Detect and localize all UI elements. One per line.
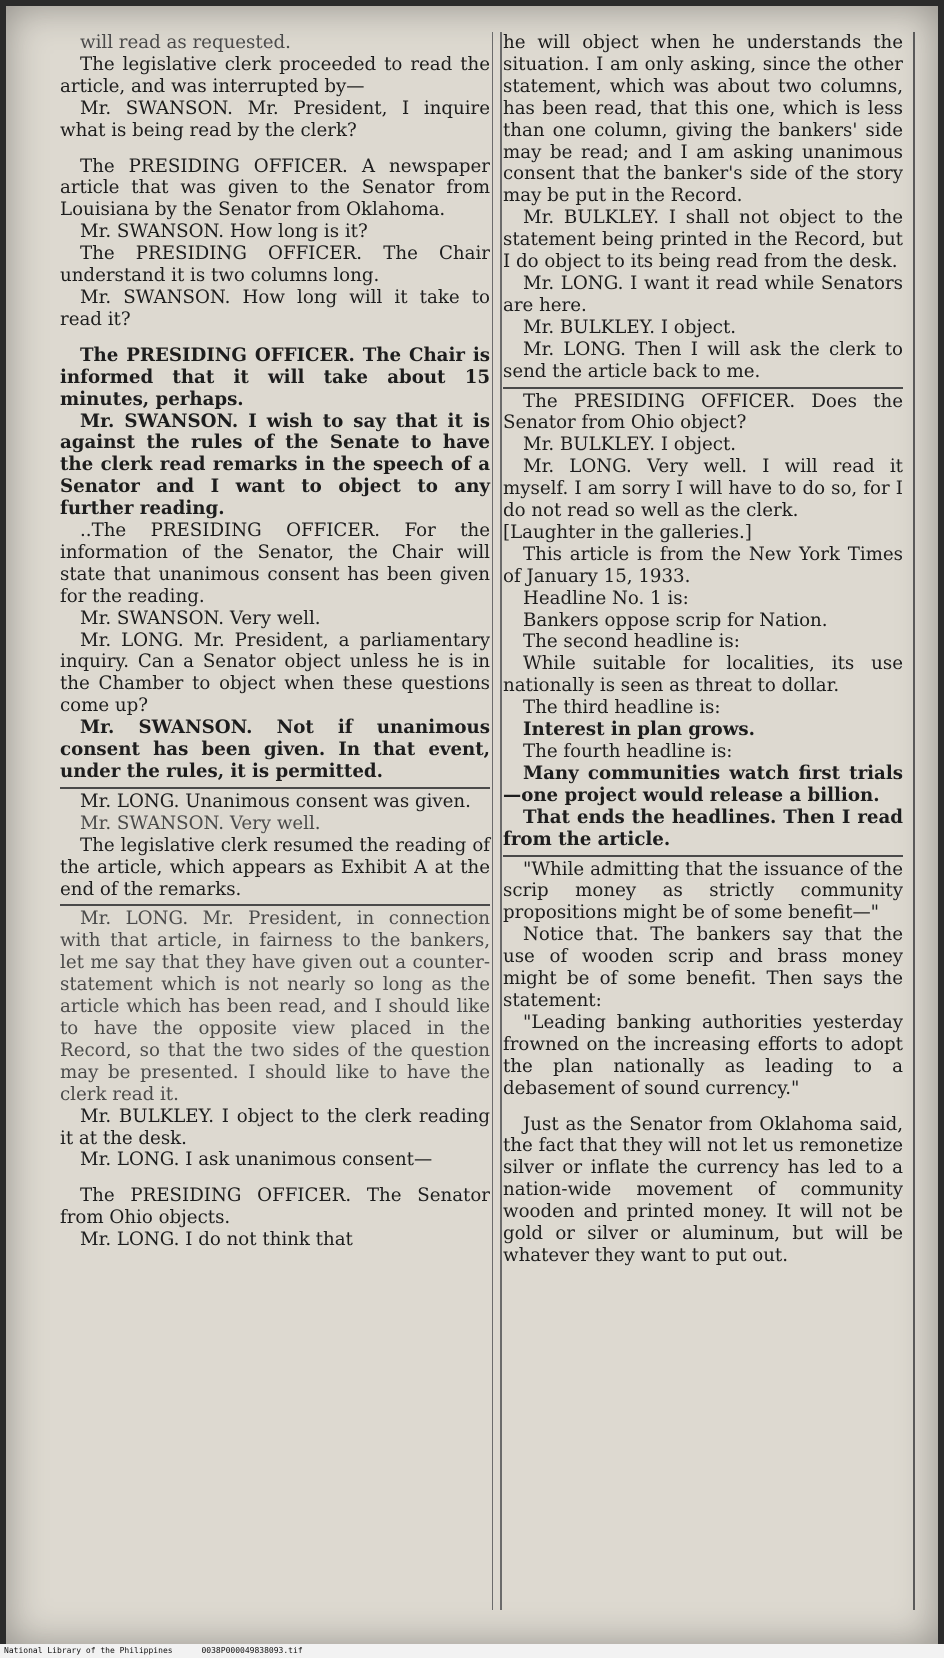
footer-file-id: 0038P000049838093.tif xyxy=(201,1646,303,1655)
paragraph: Mr. LONG. Then I will ask the clerk to send the article back to me. xyxy=(503,338,903,382)
paragraph: [Laughter in the galleries.] xyxy=(503,521,752,543)
paragraph: The third headline is: xyxy=(523,697,721,719)
paragraph: Mr. SWANSON. I wish to say that it is against the rules of the Senate to have the clerk read remarks in the speech of a Senator and I want to object to any further reading. xyxy=(60,410,490,520)
paragraph: The fourth headline is: xyxy=(523,741,733,762)
paragraph: Mr. BULKLEY. I shall not object to the statement being printed in the Record, but I do object to its being read from the desk. xyxy=(503,207,903,273)
scan-footer xyxy=(0,1644,944,1658)
paragraph: The second headline is: xyxy=(523,631,740,653)
paragraph: Mr. SWANSON. Very well. xyxy=(80,607,321,629)
paragraph: While suitable for localities, its use nationally is seen as threat to dollar. xyxy=(503,653,903,697)
paragraph: Mr. LONG. I do not think that xyxy=(80,1229,353,1251)
right-column xyxy=(492,32,915,1610)
paragraph: Headline No. 1 is: xyxy=(523,587,689,609)
paragraph: Just as the Senator from Oklahoma said, the fact that they will not let us remonetize silver or inflate the currency has led to a nation-wide movement of community wooden and printed money. It will not be gold or silver or aluminum, but will be whatever they want to put out. xyxy=(503,1113,903,1266)
paragraph: Mr. BULKLEY. I object. xyxy=(523,434,737,456)
paragraph: Mr. SWANSON. Mr. President, I inquire what is being read by the clerk? xyxy=(60,97,490,141)
paragraph: The PRESIDING OFFICER. The Chair understand it is two columns long. xyxy=(60,243,490,287)
paragraph: Interest in plan grows. xyxy=(523,719,755,741)
paragraph: That ends the headlines. Then I read from the article. xyxy=(503,806,903,850)
paragraph: The PRESIDING OFFICER. The Senator from Ohio objects. xyxy=(60,1185,490,1229)
paragraph: Mr. SWANSON. Very well. xyxy=(80,812,321,834)
paragraph: Bankers oppose scrip for Nation. xyxy=(523,609,828,631)
paragraph: The PRESIDING OFFICER. A newspaper article that was given to the Senator from Louisiana by the Senator from Oklahoma. xyxy=(60,155,490,221)
paragraph: Mr. BULKLEY. I object. xyxy=(523,316,737,338)
paragraph: ..The PRESIDING OFFICER. For the information of the Senator, the Chair will state that unanimous consent has been given for the reading. xyxy=(60,520,490,607)
paragraph: Many communities watch first trials—one project would release a billion. xyxy=(503,762,903,806)
paragraph: Mr. SWANSON. Not if unanimous consent has been given. In that event, under the rules, it is permitted. xyxy=(60,717,490,782)
paragraph: Mr. LONG. Unanimous consent was given. xyxy=(60,787,490,813)
paragraph: Mr. LONG. Very well. I will read it myself. I am sorry I will have to do so, for I do not read so well as the clerk. xyxy=(503,456,903,522)
footer-source: National Library of the Philippines xyxy=(4,1646,173,1655)
paragraph: This article is from the New York Times of January 15, 1933. xyxy=(503,543,903,587)
paragraph: The legislative clerk resumed the reading of the article, which appears as Exhibit A at the end of the remarks. xyxy=(60,834,490,900)
paragraph: Mr. SWANSON. How long is it? xyxy=(80,221,368,243)
paragraph: "Leading banking authorities yesterday frowned on the increasing efforts to adopt the plan nationally as leading to a debasement of sound currency." xyxy=(503,1011,903,1099)
paragraph: Mr. BULKLEY. I object to the clerk reading it at the desk. xyxy=(60,1105,490,1149)
paragraph: Mr. LONG. Mr. President, in connection with that article, in fairness to the bankers, let me say that they have given out a counter-statement which is not nearly so long as the article which has been read, and I should like to have the opposite view placed in the Record, so that the two sides of the question may be presented. I should like to have the clerk read it. xyxy=(60,904,490,1105)
paragraph: will read as requested. xyxy=(80,32,291,53)
paragraph: "While admitting that the issuance of the scrip money as strictly community propositions might be of some benefit—" xyxy=(503,855,903,925)
paragraph: Mr. LONG. Mr. President, a parliamentary inquiry. Can a Senator object unless he is in the Chamber to object when these questions come up? xyxy=(60,629,490,717)
paragraph: Mr. LONG. I want it read while Senators are here. xyxy=(503,272,903,316)
paragraph: Mr. SWANSON. How long will it take to read it? xyxy=(60,286,490,330)
left-column xyxy=(50,32,502,1610)
paragraph: Notice that. The bankers say that the use of wooden scrip and brass money might be of some benefit. Then says the statement: xyxy=(503,924,903,1011)
paragraph: he will object when he understands the situation. I am only asking, since the other statement, which was about two columns, has been read, that this one, which is less than one column, giving the bankers' side may be read; and I am asking unanimous consent that the banker's side of the story may be put in the Record. xyxy=(503,32,903,207)
paragraph: Mr. LONG. I ask unanimous consent— xyxy=(80,1149,433,1171)
paragraph: The PRESIDING OFFICER. The Chair is informed that it will take about 15 minutes, perhaps. xyxy=(60,344,490,410)
newspaper-clipping-page xyxy=(6,6,938,1646)
paragraph: The PRESIDING OFFICER. Does the Senator from Ohio object? xyxy=(503,387,903,435)
paragraph: The legislative clerk proceeded to read the article, and was interrupted by— xyxy=(60,53,490,97)
